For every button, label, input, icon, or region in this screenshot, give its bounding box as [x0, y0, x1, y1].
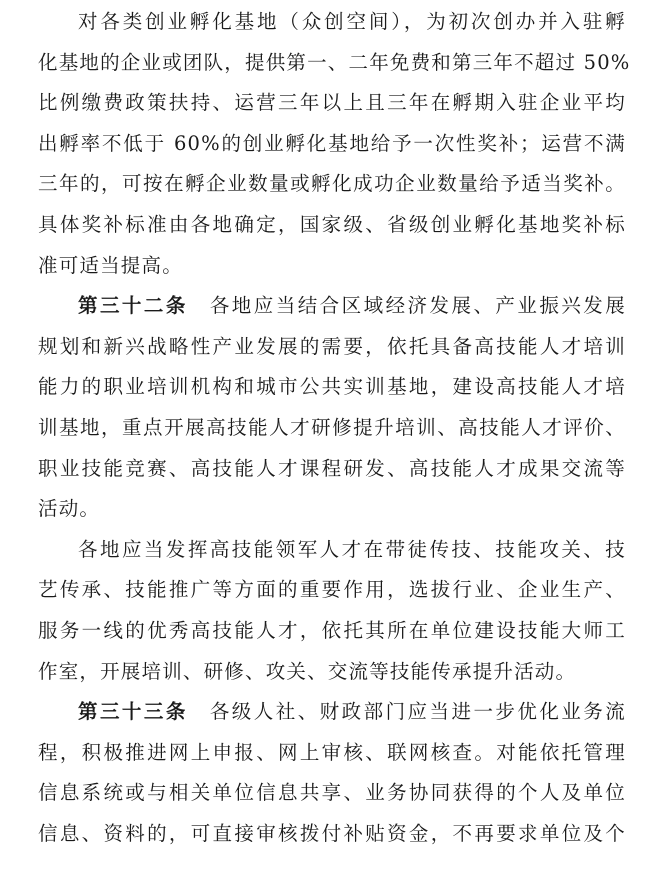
text-line: 信息系统或与相关单位信息共享、业务协同获得的个人及单位 [38, 781, 626, 805]
article-title: 第三十二条 [78, 294, 188, 318]
text-line: 具体奖补标准由各地确定，国家级、省级创业孵化基地奖补标 [38, 212, 626, 236]
text-line: 三年的，可按在孵企业数量或孵化成功企业数量给予适当奖补。 [38, 172, 626, 196]
text-line: 活动。 [38, 497, 101, 521]
paragraph-incubation-subsidy [38, 2, 631, 286]
text-line: 信息、资料的，可直接审核拨付补贴资金，不再要求单位及个 [38, 821, 626, 845]
text-line: 各地应当发挥高技能领军人才在带徒传技、技能攻关、技 [78, 537, 626, 561]
text-line: 能力的职业培训机构和城市公共实训基地，建设高技能人才培 [38, 375, 626, 399]
text-line: 作室，开展培训、研修、攻关、交流等技能传承提升活动。 [38, 659, 577, 683]
text-line: 准可适当提高。 [38, 253, 183, 277]
text-line [38, 286, 626, 327]
article-32 [38, 286, 626, 530]
text-line: 出孵率不低于 60%的创业孵化基地给予一次性奖补；运营不满 [38, 131, 626, 155]
article-title: 第三十三条 [78, 700, 188, 724]
article-text: 各地应当结合区域经济发展、产业振兴发展 [209, 294, 626, 318]
text-line: 训基地，重点开展高技能人才研修提升培训、高技能人才评价、 [38, 415, 626, 439]
text-line: 比例缴费政策扶持、运营三年以上且三年在孵期入驻企业平均 [38, 91, 626, 115]
article-33 [38, 692, 626, 854]
text-line [38, 692, 626, 733]
text-line: 职业技能竞赛、高技能人才课程研发、高技能人才成果交流等 [38, 456, 626, 480]
text-line: 规划和新兴战略性产业发展的需要，依托具备高技能人才培训 [38, 334, 626, 358]
text-line: 程，积极推进网上申报、网上审核、联网核查。对能依托管理 [38, 740, 626, 764]
paragraph-skill-master [38, 530, 626, 692]
text-line: 艺传承、技能推广等方面的重要作用，选拔行业、企业生产、 [38, 578, 626, 602]
article-text: 各级人社、财政部门应当进一步优化业务流 [209, 700, 626, 724]
text-line: 对各类创业孵化基地（众创空间），为初次创办并入驻孵 [78, 10, 626, 33]
text-line: 服务一线的优秀高技能人才，依托其所在单位建设技能大师工 [38, 618, 626, 642]
text-line: 化基地的企业或团队，提供第一、二年免费和第三年不超过 50% [38, 50, 631, 74]
document-page [38, 0, 631, 854]
